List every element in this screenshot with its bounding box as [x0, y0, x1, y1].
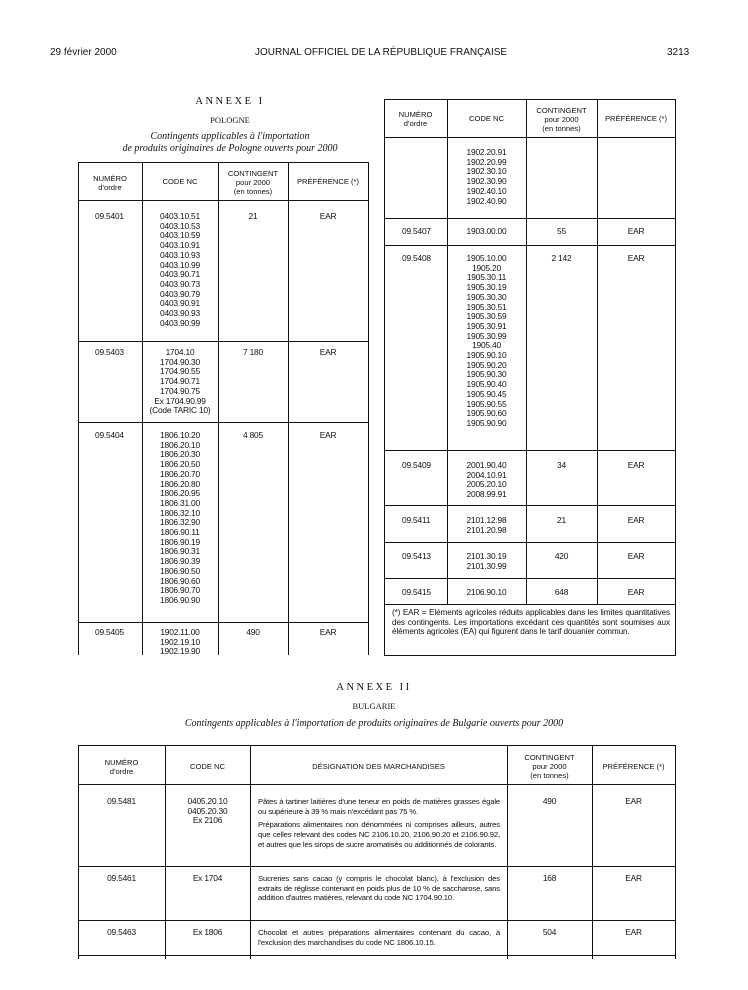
row-designation	[258, 797, 500, 854]
row-pref: EAR	[625, 873, 642, 883]
header-page-number: 3213	[667, 47, 690, 58]
th-numero-right: NUMÉRO d'ordre	[398, 110, 433, 128]
row-qty: 168	[542, 873, 557, 883]
annex2-title: ANNEXE II	[336, 682, 412, 693]
row-num: 09.5404	[95, 430, 124, 440]
designation-paragraph: Sucreries sans cacao (y compris le chocolat blanc), à l'exclusion des extraits de réglisse contenant en poids plus de 10 % de saccharose, sans addition d'autres matières, relevant du code NC 1704.90.10.	[258, 874, 500, 903]
row-codes: 1903.00.00	[466, 226, 507, 236]
row-pref: EAR	[625, 796, 642, 806]
annex2-subtitle: Contingents applicables à l'importation de produits originaires de Bulgarie ouverts pour 2000	[184, 718, 564, 729]
row-qty: 21	[248, 211, 258, 221]
th-preference: PRÉFÉRENCE (*)	[296, 177, 360, 186]
row-qty: 2 142	[551, 253, 572, 263]
row-codes: 0405.20.10 0405.20.30 Ex 2106	[187, 796, 228, 826]
row-codes: 1704.10 1704.90.30 1704.90.55 1704.90.71 1704.90.75 Ex 1704.90.99 (Code TARIC 10)	[149, 347, 211, 416]
row-codes: 0403.10.51 0403.10.53 0403.10.59 0403.10.91 0403.10.93 0403.10.99 0403.90.71 0403.90.73 0403.90.79 0403.90.91 0403.90.93 0403.90.99	[160, 211, 200, 328]
th-numero-bg: NUMÉRO d'ordre	[104, 758, 139, 776]
row-pref: EAR	[627, 226, 645, 236]
row-qty: 490	[246, 627, 260, 637]
th-preference-right: PRÉFÉRENCE (*)	[604, 114, 668, 123]
row-codes: 2101.12.98 2101.20.98	[466, 515, 507, 535]
designation-paragraph: Pâtes à tartiner laitières d'une teneur en poids de matières grasses égale ou supérieure à 39 % mais n'excédant pas 75 %.	[258, 797, 500, 816]
annex1-country: POLOGNE	[210, 115, 250, 125]
row-qty: 4 805	[243, 430, 263, 440]
row-codes: 2101.30.19 2101.30.99	[466, 551, 507, 571]
th-contingent-right: CONTINGENT pour 2000 (en tonnes)	[536, 106, 587, 133]
designation-paragraph: Chocolat et autres préparations alimentaires contenant du cacao, à l'exclusion des marchandises du code NC 1806.10.15.	[258, 928, 500, 947]
row-num: 09.5463	[107, 927, 136, 937]
row-codes: 1806.10.20 1806.20.10 1806.20.30 1806.20.50 1806.20.70 1806.20.80 1806.20.95 1806.31.00 1806.32.10 1806.32.90 1806.90.11 1806.90.19 1806.90.31 1806.90.39 1806.90.50 1806.90.60 1806.90.70 1806.90.90	[160, 430, 200, 605]
row-pref: EAR	[627, 515, 645, 525]
row-codes: 2106.90.10	[466, 587, 507, 597]
row-designation	[258, 874, 500, 907]
header-date: 29 février 2000	[50, 47, 117, 58]
row-pref: EAR	[625, 927, 642, 937]
th-contingent: CONTINGENT pour 2000 (en tonnes)	[227, 169, 279, 196]
row-pref: EAR	[627, 587, 645, 597]
row-pref: EAR	[319, 347, 337, 357]
row-codes: 1905.10.00 1905.20 1905.30.11 1905.30.19 1905.30.30 1905.30.51 1905.30.59 1905.30.91 1905.30.99 1905.40 1905.90.10 1905.90.20 1905.90.30 1905.90.40 1905.90.45 1905.90.55 1905.90.60 1905.90.90	[466, 253, 507, 428]
row-num: 09.5461	[107, 873, 136, 883]
row-pref: EAR	[627, 253, 645, 263]
row-pref: EAR	[319, 430, 337, 440]
row-qty: 490	[542, 796, 557, 806]
designation-paragraph: Préparations alimentaires non dénommées ni comprises ailleurs, autres que celles relevant des codes NC 2106.10.20, 2106.90.20 et 2106.90.92, et autres que les sirops de sucre aromatisés ou additionnés de colorants.	[258, 820, 500, 849]
row-pref: EAR	[627, 460, 645, 470]
th-code: CODE NC	[162, 177, 198, 186]
row-codes: 1902.11.00 1902.19.10 1902.19.90	[160, 627, 200, 657]
row-codes: Ex 1806	[192, 927, 223, 937]
row-num: 09.5409	[402, 460, 431, 470]
row-qty: 55	[557, 226, 566, 236]
row-num: 09.5401	[95, 211, 124, 221]
row-qty: 648	[554, 587, 569, 597]
annex1-title: ANNEXE I	[195, 96, 265, 107]
row-qty: 420	[554, 551, 569, 561]
row-codes: 2001.90.40 2004.10.91 2005.20.10 2008.99.91	[466, 460, 507, 500]
row-codes: Ex 1704	[192, 873, 223, 883]
footnote-ear: (*) EAR = Eléments agricoles réduits applicables dans les limites quantitatives des contingents. Les importations excédant ces quantités sont soumises aux éléments agricoles (EA) qui figurent dans le tarif douanier commun.	[392, 608, 670, 637]
th-numero: NUMÉRO d'ordre	[93, 174, 127, 192]
annex1-subtitle-line2: de produits originaires de Pologne ouverts pour 2000	[122, 143, 338, 154]
row-qty: 34	[557, 460, 566, 470]
row-num: 09.5407	[402, 226, 431, 236]
th-code-right: CODE NC	[468, 114, 505, 123]
row-pref: EAR	[319, 627, 337, 637]
row-num: 09.5405	[95, 627, 124, 637]
row-num: 09.5481	[107, 796, 136, 806]
row-pref: EAR	[319, 211, 337, 221]
row-codes: 1902.20.91 1902.20.99 1902.30.10 1902.30.90 1902.40.10 1902.40.90	[466, 147, 507, 206]
row-num: 09.5411	[402, 515, 431, 525]
th-contingent-bg: CONTINGENT pour 2000 (en tonnes)	[524, 753, 575, 780]
row-pref: EAR	[627, 551, 645, 561]
row-qty: 21	[557, 515, 566, 525]
row-num: 09.5403	[95, 347, 124, 357]
row-designation	[258, 928, 500, 951]
th-preference-bg: PRÉFÉRENCE (*)	[602, 762, 665, 771]
th-designation: DÉSIGNATION DES MARCHANDISES	[312, 762, 445, 771]
th-code-bg: CODE NC	[189, 762, 226, 771]
row-num: 09.5413	[402, 551, 431, 561]
row-qty: 7 180	[243, 347, 263, 357]
row-num: 09.5408	[402, 253, 431, 263]
row-qty: 504	[542, 927, 557, 937]
row-num: 09.5415	[402, 587, 431, 597]
annex1-subtitle-line1: Contingents applicables à l'importation	[150, 131, 310, 142]
header-journal-title: JOURNAL OFFICIEL DE LA RÉPUBLIQUE FRANÇAISE	[255, 47, 508, 58]
annex2-country: BULGARIE	[352, 701, 396, 711]
